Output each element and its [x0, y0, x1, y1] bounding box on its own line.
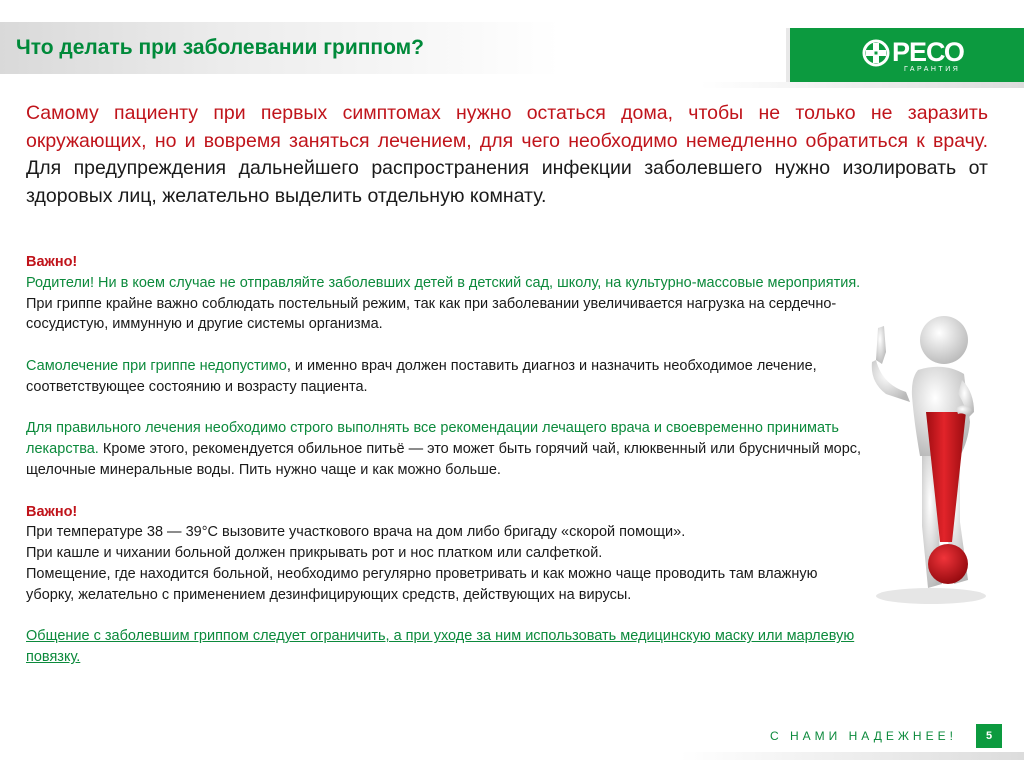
logo-subtitle: ГАРАНТИЯ	[904, 66, 961, 73]
paragraph-treatment	[26, 418, 864, 480]
footer-slogan: С НАМИ НАДЕЖНЕЕ!	[770, 729, 957, 743]
temperature-advice: При температуре 38 — 39°С вызовите участкового врача на дом либо бригаду «скорой помощи».	[26, 524, 686, 541]
lead-black-text: Для предупреждения дальнейшего распространения инфекции заболевшего нужно изолировать от здоровых лиц, желательно выделить отдельную комнату.	[26, 157, 988, 207]
page-number: 5	[976, 724, 1002, 748]
mask-advice-link[interactable]: Общение с заболевшим гриппом следует ограничить, а при уходе за ним использовать медицинскую маску или марлевую повязку.	[26, 628, 855, 666]
drinking-advice: Кроме этого, рекомендуется обильное питьё — это может быть горячий чай, клюквенный или брусничный морс, щелочные минеральные воды. Пить нужно чаще и как можно больше.	[26, 441, 862, 478]
figure-with-exclamation-illustration	[856, 312, 986, 608]
important-heading: Важно!	[26, 254, 78, 270]
ventilation-advice: Помещение, где находится больной, необходимо регулярно проветривать и как можно чаще проводить там влажную уборку, желательно с применением дезинфицирующих средств, действующих на вирусы.	[26, 565, 818, 603]
page-title: Что делать при заболевании гриппом?	[16, 36, 425, 59]
reso-logo	[786, 28, 1024, 82]
important-heading-2: Важно!	[26, 503, 78, 520]
body-text	[26, 252, 864, 689]
logo-shadow	[700, 82, 1024, 88]
paragraph-self-treatment	[26, 356, 864, 398]
doctor-diagnosis-text: , и именно врач должен поставить диагноз и назначить необходимое лечение, соответствующее состоянию и возрасту пациента.	[26, 357, 817, 395]
cough-advice: При кашле и чихании больной должен прикрывать рот и нос платком или салфеткой.	[26, 545, 603, 562]
paragraph-mask	[26, 626, 864, 668]
cross-logo-icon	[862, 39, 890, 67]
logo-name: РЕСО	[892, 37, 964, 67]
self-treatment-warning: Самолечение при гриппе недопустимо	[26, 357, 287, 374]
parents-warning: Родители! Ни в коем случае не отправляйте заболевших детей в детский сад, школу, на культурно-массовые мероприятия.	[26, 274, 861, 291]
bed-rest-text: При гриппе крайне важно соблюдать постельный режим, так как при заболевании увеличивается нагрузка на сердечно-сосудистую, иммунную и другие системы организма.	[26, 295, 837, 333]
lead-paragraph	[26, 100, 988, 210]
treatment-advice: Для правильного лечения необходимо строго выполнять все рекомендации лечащего врача и своевременно принимать лекарства.	[26, 420, 839, 458]
bottom-shadow	[680, 752, 1024, 760]
lead-red-text: Самому пациенту при первых симптомах нужно остаться дома, чтобы не только не заразить окружающих, но и вовремя заняться лечением, для чего необходимо немедленно обратиться к врачу.	[26, 102, 988, 152]
paragraph-parents	[26, 252, 864, 335]
paragraph-important-2	[26, 502, 864, 606]
